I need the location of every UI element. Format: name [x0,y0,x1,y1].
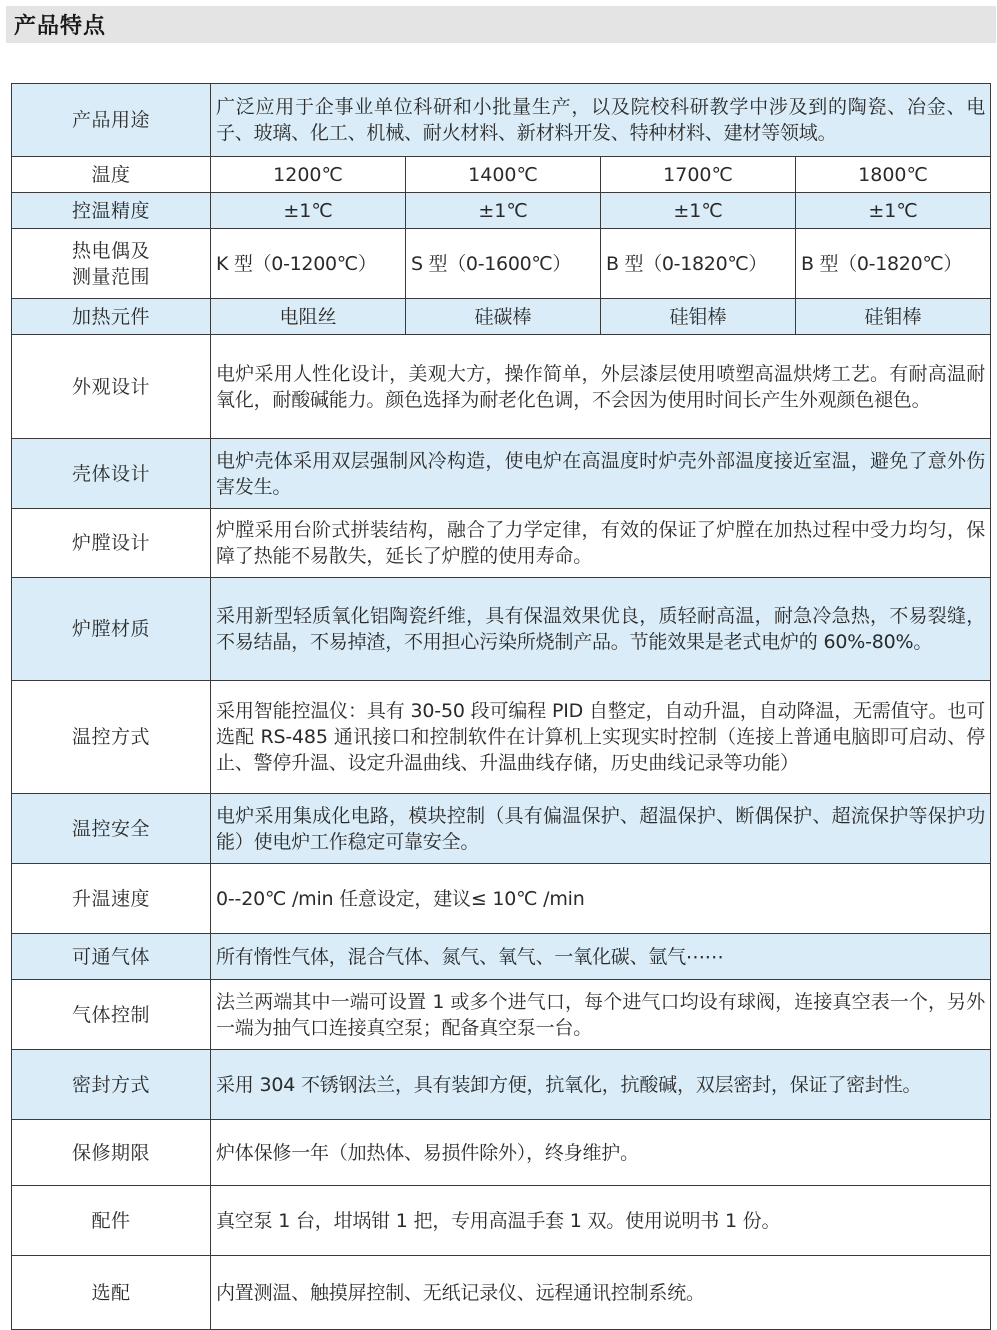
row-seal [12,1050,991,1120]
temperature-cell: 1400℃ [406,157,601,193]
thermocouple-cell: B 型（0-1820℃） [796,229,991,299]
thermocouple-cell: S 型（0-1600℃） [406,229,601,299]
row-shell [12,439,991,509]
row-thermocouple [12,229,991,299]
temperature-cell: 1800℃ [796,157,991,193]
row-label: 选配 [12,1256,211,1330]
row-description: 炉体保修一年（加热体、易损件除外），终身维护。 [211,1120,991,1186]
precision-cell: ±1℃ [406,193,601,229]
row-description: 电炉采用集成化电路，模块控制（具有偏温保护、超温保护、断偶保护、超流保护等保护功能）使电炉工作稳定可靠安全。 [211,794,991,864]
row-label: 密封方式 [12,1050,211,1120]
row-chamber [12,509,991,578]
spec-table [11,83,991,1330]
thermocouple-cell: B 型（0-1820℃） [601,229,796,299]
row-rate [12,864,991,934]
row-description: 0--20℃ /min 任意设定，建议≤ 10℃ /min [211,864,991,934]
row-gas [12,934,991,980]
precision-cell: ±1℃ [796,193,991,229]
row-description: 采用 304 不锈钢法兰，具有装卸方便，抗氧化，抗酸碱，双层密封，保证了密封性。 [211,1050,991,1120]
row-control [12,681,991,794]
row-description: 内置测温、触摸屏控制、无纸记录仪、远程通讯控制系统。 [211,1256,991,1330]
row-material [12,578,991,681]
row-label-line: 测量范围 [71,265,150,288]
row-description: 电炉壳体采用双层强制风冷构造，使电炉在高温度时炉壳外部温度接近室温，避免了意外伤害发生。 [211,439,991,509]
row-label: 温控安全 [12,794,211,864]
row-label: 壳体设计 [12,439,211,509]
row-description: 真空泵 1 台，坩埚钳 1 把，专用高温手套 1 双。使用说明书 1 份。 [211,1186,991,1256]
section-title: 产品特点 [14,14,107,39]
row-description: 采用新型轻质氧化铝陶瓷纤维，具有保温效果优良，质轻耐高温，耐急冷急热，不易裂缝，不易结晶，不易掉渣，不用担心污染所烧制产品。节能效果是老式电炉的 60%-80%。 [211,578,991,681]
row-label: 温度 [12,157,211,193]
temperature-cell: 1700℃ [601,157,796,193]
row-description: 所有惰性气体，混合气体、氮气、氧气、一氧化碳、氩气⋯⋯ [211,934,991,980]
row-options [12,1256,991,1330]
row-label: 升温速度 [12,864,211,934]
row-label: 产品用途 [12,84,211,157]
row-safety [12,794,991,864]
row-temperature [12,157,991,193]
heating-cell: 硅钼棒 [796,299,991,335]
row-label [12,229,211,299]
row-label-line: 热电偶及 [71,239,150,262]
row-label: 炉膛设计 [12,509,211,578]
row-label: 外观设计 [12,335,211,439]
row-label: 加热元件 [12,299,211,335]
row-label: 炉膛材质 [12,578,211,681]
row-precision [12,193,991,229]
heating-cell: 硅碳棒 [406,299,601,335]
row-description: 广泛应用于企事业单位科研和小批量生产，以及院校科研教学中涉及到的陶瓷、冶金、电子、玻璃、化工、机械、耐火材料、新材料开发、特种材料、建材等领域。 [211,84,991,157]
row-label: 保修期限 [12,1120,211,1186]
thermocouple-cell: K 型（0-1200℃） [211,229,406,299]
row-label: 气体控制 [12,980,211,1050]
temperature-cell: 1200℃ [211,157,406,193]
row-description: 电炉采用人性化设计，美观大方，操作简单，外层漆层使用喷塑高温烘烤工艺。有耐高温耐氧化，耐酸碱能力。颜色选择为耐老化色调，不会因为使用时间长产生外观颜色褪色。 [211,335,991,439]
row-description: 采用智能控温仪：具有 30-50 段可编程 PID 自整定，自动升温，自动降温，无需值守。也可选配 RS-485 通讯接口和控制软件在计算机上实现实时控制（连接上普通电脑即可启动、停止、警停升温、设定升温曲线、升温曲线存储，历史曲线记录等功能） [211,681,991,794]
row-usage [12,84,991,157]
row-appearance [12,335,991,439]
row-heating [12,299,991,335]
row-warranty [12,1120,991,1186]
precision-cell: ±1℃ [601,193,796,229]
row-label: 温控方式 [12,681,211,794]
heating-cell: 硅钼棒 [601,299,796,335]
row-label: 控温精度 [12,193,211,229]
row-gas-control [12,980,991,1050]
row-label: 配件 [12,1186,211,1256]
row-description: 法兰两端其中一端可设置 1 或多个进气口，每个进气口均设有球阀，连接真空表一个，另外一端为抽气口连接真空泵；配备真空泵一台。 [211,980,991,1050]
row-description: 炉膛采用台阶式拼装结构，融合了力学定律，有效的保证了炉膛在加热过程中受力均匀，保障了热能不易散失，延长了炉膛的使用寿命。 [211,509,991,578]
precision-cell: ±1℃ [211,193,406,229]
row-label: 可通气体 [12,934,211,980]
heating-cell: 电阻丝 [211,299,406,335]
row-accessories [12,1186,991,1256]
section-header [6,6,996,43]
